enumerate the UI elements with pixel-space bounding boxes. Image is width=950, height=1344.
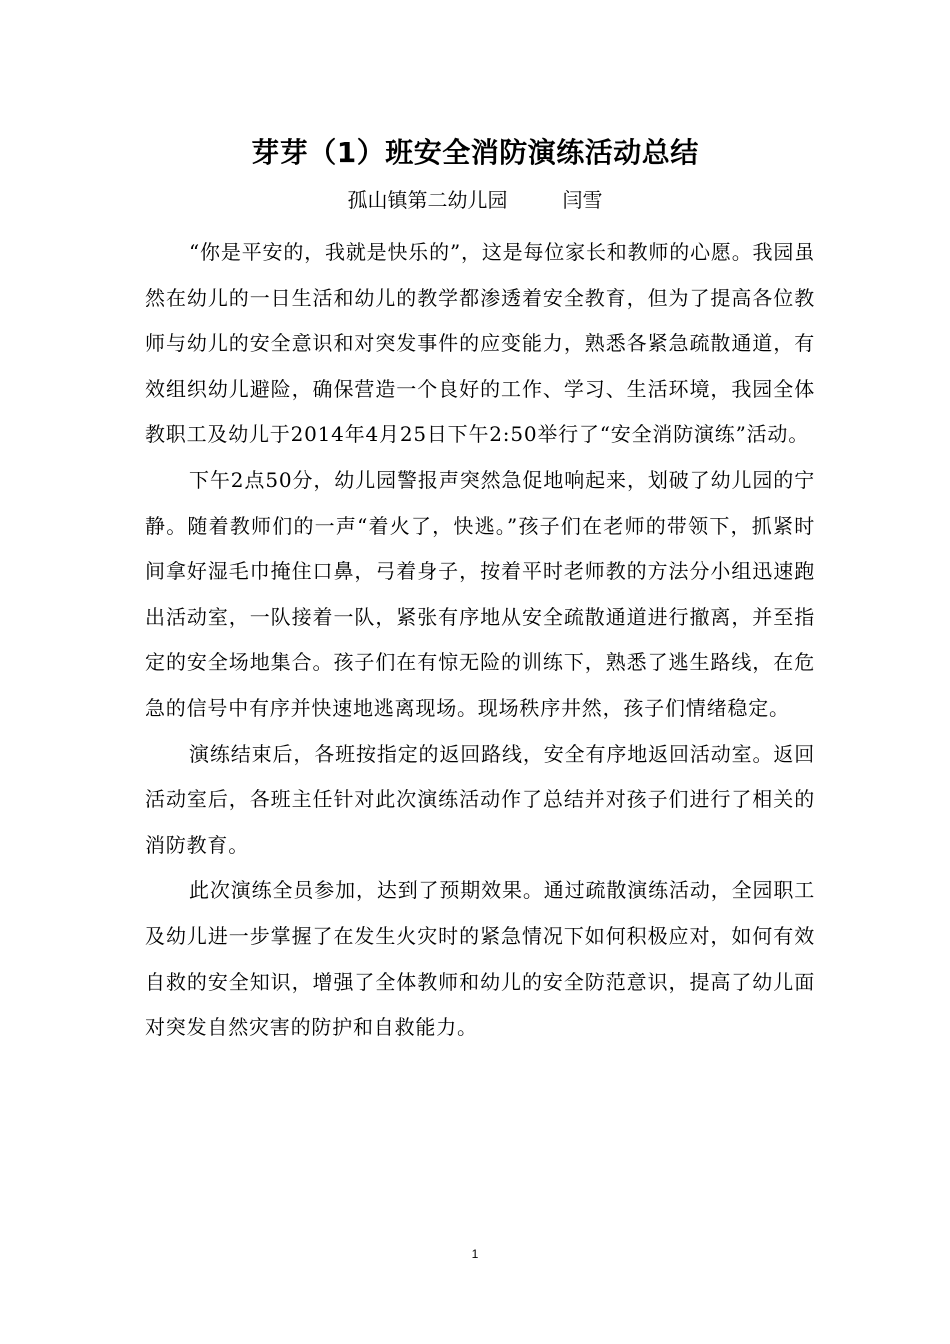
paragraph-1: “你是平安的，我就是快乐的”，这是每位家长和教师的心愿。我园虽然在幼儿的一日生活和幼儿的教学都渗透着安全教育，但为了提高各位教师与幼儿的安全意识和对突发事件的应变能力，熟悉各紧急疏散通道，有效组织幼儿避险，确保营造一个良好的工作、学习、生活环境，我园全体教职工及幼儿于2014年4月25日下午2:50举行了“安全消防演练”活动。 <box>145 240 815 447</box>
paragraph-3: 演练结束后，各班按指定的返回路线，安全有序地返回活动室。返回活动室后，各班主任针对此次演练活动作了总结并对孩子们进行了相关的消防教育。 <box>145 741 815 857</box>
page-number: 1 <box>471 1247 479 1261</box>
author-name: 闫雪 <box>562 188 603 212</box>
document-body <box>145 230 815 1051</box>
paragraph-4: 此次演练全员参加，达到了预期效果。通过疏散演练活动，全园职工及幼儿进一步掌握了在发生火灾时的紧急情况下如何积极应对，如何有效自救的安全知识，增强了全体教师和幼儿的安全防范意识，提高了幼儿面对突发自然灾害的防护和自救能力。 <box>145 878 815 1040</box>
school-name: 孤山镇第二幼儿园 <box>347 188 508 212</box>
byline <box>0 186 950 214</box>
paragraph-2: 下午2点50分，幼儿园警报声突然急促地响起来，划破了幼儿园的宁静。随着教师们的一声“着火了，快逃。”孩子们在老师的带领下，抓紧时间拿好湿毛巾掩住口鼻，弓着身子，按着平时老师教的方法分小组迅速跑出活动室，一队接着一队，紧张有序地从安全疏散通道进行撤离，并至指定的安全场地集合。孩子们在有惊无险的训练下，熟悉了逃生路线，在危急的信号中有序并快速地逃离现场。现场秩序井然，孩子们情绪稳定。 <box>145 467 815 720</box>
page-title: 芽芽（1）班安全消防演练活动总结 <box>251 136 699 169</box>
